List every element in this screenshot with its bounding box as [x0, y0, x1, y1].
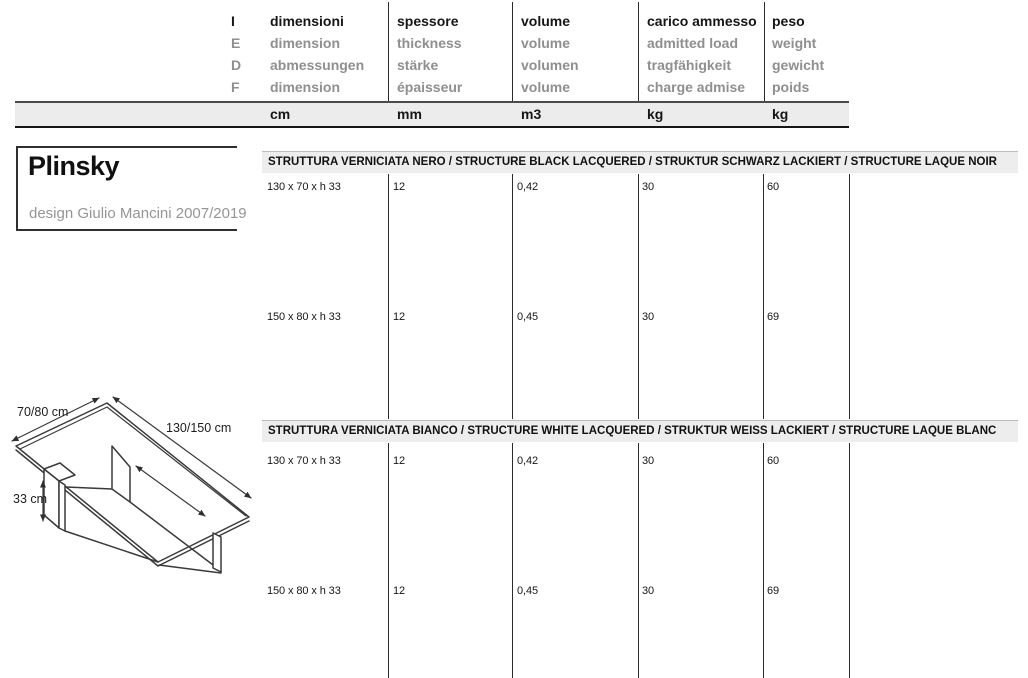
col-weight-it: peso: [772, 13, 805, 29]
col-load-en: admitted load: [647, 35, 739, 51]
col-weight-en: weight: [772, 35, 817, 51]
table-divider: [849, 174, 850, 419]
cell-thickness: 12: [393, 585, 406, 597]
units-band: [15, 101, 849, 128]
cell-volume: 0,45: [517, 311, 539, 323]
cell-thickness: 12: [393, 311, 406, 323]
base-bottom-edge: [159, 565, 221, 573]
col-volume-de: volumen: [521, 57, 579, 73]
cell-dimensions: 130 x 70 x h 33: [267, 181, 341, 193]
header-divider: [764, 2, 765, 101]
product-title-box: [16, 146, 247, 231]
table-divider: [512, 174, 513, 419]
col-thickness-de: stärke: [397, 57, 439, 73]
col-thickness-en: thickness: [397, 35, 462, 51]
header-divider: [388, 2, 389, 101]
foot: [213, 533, 221, 572]
col-dimensions-en: dimension: [270, 35, 341, 51]
cell-weight: 60: [767, 455, 780, 467]
cell-load: 30: [642, 585, 655, 597]
table-divider: [388, 443, 389, 678]
cell-dimensions: 150 x 80 x h 33: [267, 585, 341, 597]
cell-load: 30: [642, 455, 655, 467]
cell-thickness: 12: [393, 455, 406, 467]
lang-code-de: D: [231, 57, 242, 73]
length-dimension-label: 130/150 cm: [166, 421, 232, 435]
design-credit: design Giulio Mancini 2007/2019: [29, 205, 247, 222]
table-divider: [638, 174, 639, 419]
unit-weight: kg: [772, 106, 789, 122]
height-dimension-label: 33 cm: [13, 492, 48, 506]
depth-dimension-label: 70/80 cm: [17, 405, 69, 419]
leg-side: [59, 481, 65, 531]
cell-load: 30: [642, 181, 655, 193]
col-volume-fr: volume: [521, 79, 571, 95]
table-divider: [849, 443, 850, 678]
col-volume-en: volume: [521, 35, 571, 51]
cell-weight: 60: [767, 181, 780, 193]
col-weight-de: gewicht: [772, 57, 825, 73]
col-volume-it: volume: [521, 13, 571, 29]
col-thickness-it: spessore: [397, 13, 459, 29]
header-divider: [638, 2, 639, 101]
table-divider: [763, 443, 764, 678]
col-thickness-fr: épaisseur: [397, 79, 463, 95]
table-divider: [763, 174, 764, 419]
cell-volume: 0,42: [517, 455, 539, 467]
section-header-black: STRUTTURA VERNICIATA NERO / STRUCTURE BLACK LACQUERED / STRUKTUR SCHWARZ LACKIERT / STRUCTURE LAQUE NOIR: [262, 151, 1018, 173]
cell-volume: 0,42: [517, 181, 539, 193]
header-divider: [512, 2, 513, 101]
table-divider: [388, 174, 389, 419]
col-load-de: tragfähigkeit: [647, 57, 732, 73]
table-divider: [512, 443, 513, 678]
section-header-white: STRUTTURA VERNICIATA BIANCO / STRUCTURE WHITE LACQUERED / STRUKTUR WEISS LACKIERT / STRUCTURE LAQUE BLANC: [262, 420, 1018, 442]
col-load-fr: charge admise: [647, 79, 746, 95]
table-divider: [638, 443, 639, 678]
col-dimensions-de: abmessungen: [270, 57, 365, 73]
unit-thickness: mm: [397, 106, 422, 122]
cell-thickness: 12: [393, 181, 406, 193]
lang-code-fr: F: [231, 79, 240, 95]
lang-code-en: E: [231, 35, 241, 51]
cell-weight: 69: [767, 311, 780, 323]
unit-volume: m3: [521, 106, 542, 122]
col-dimensions-fr: dimension: [270, 79, 341, 95]
col-load-it: carico ammesso: [647, 13, 757, 29]
unit-load: kg: [647, 106, 664, 122]
product-drawing: [0, 390, 270, 590]
cell-dimensions: 150 x 80 x h 33: [267, 311, 341, 323]
col-weight-fr: poids: [772, 79, 810, 95]
lang-code-it: I: [231, 13, 235, 29]
page-title: Plinsky: [28, 151, 120, 181]
cell-volume: 0,45: [517, 585, 539, 597]
cell-dimensions: 130 x 70 x h 33: [267, 455, 341, 467]
unit-dimensions: cm: [270, 106, 291, 122]
cell-load: 30: [642, 311, 655, 323]
cell-weight: 69: [767, 585, 780, 597]
col-dimensions-it: dimensioni: [270, 13, 344, 29]
